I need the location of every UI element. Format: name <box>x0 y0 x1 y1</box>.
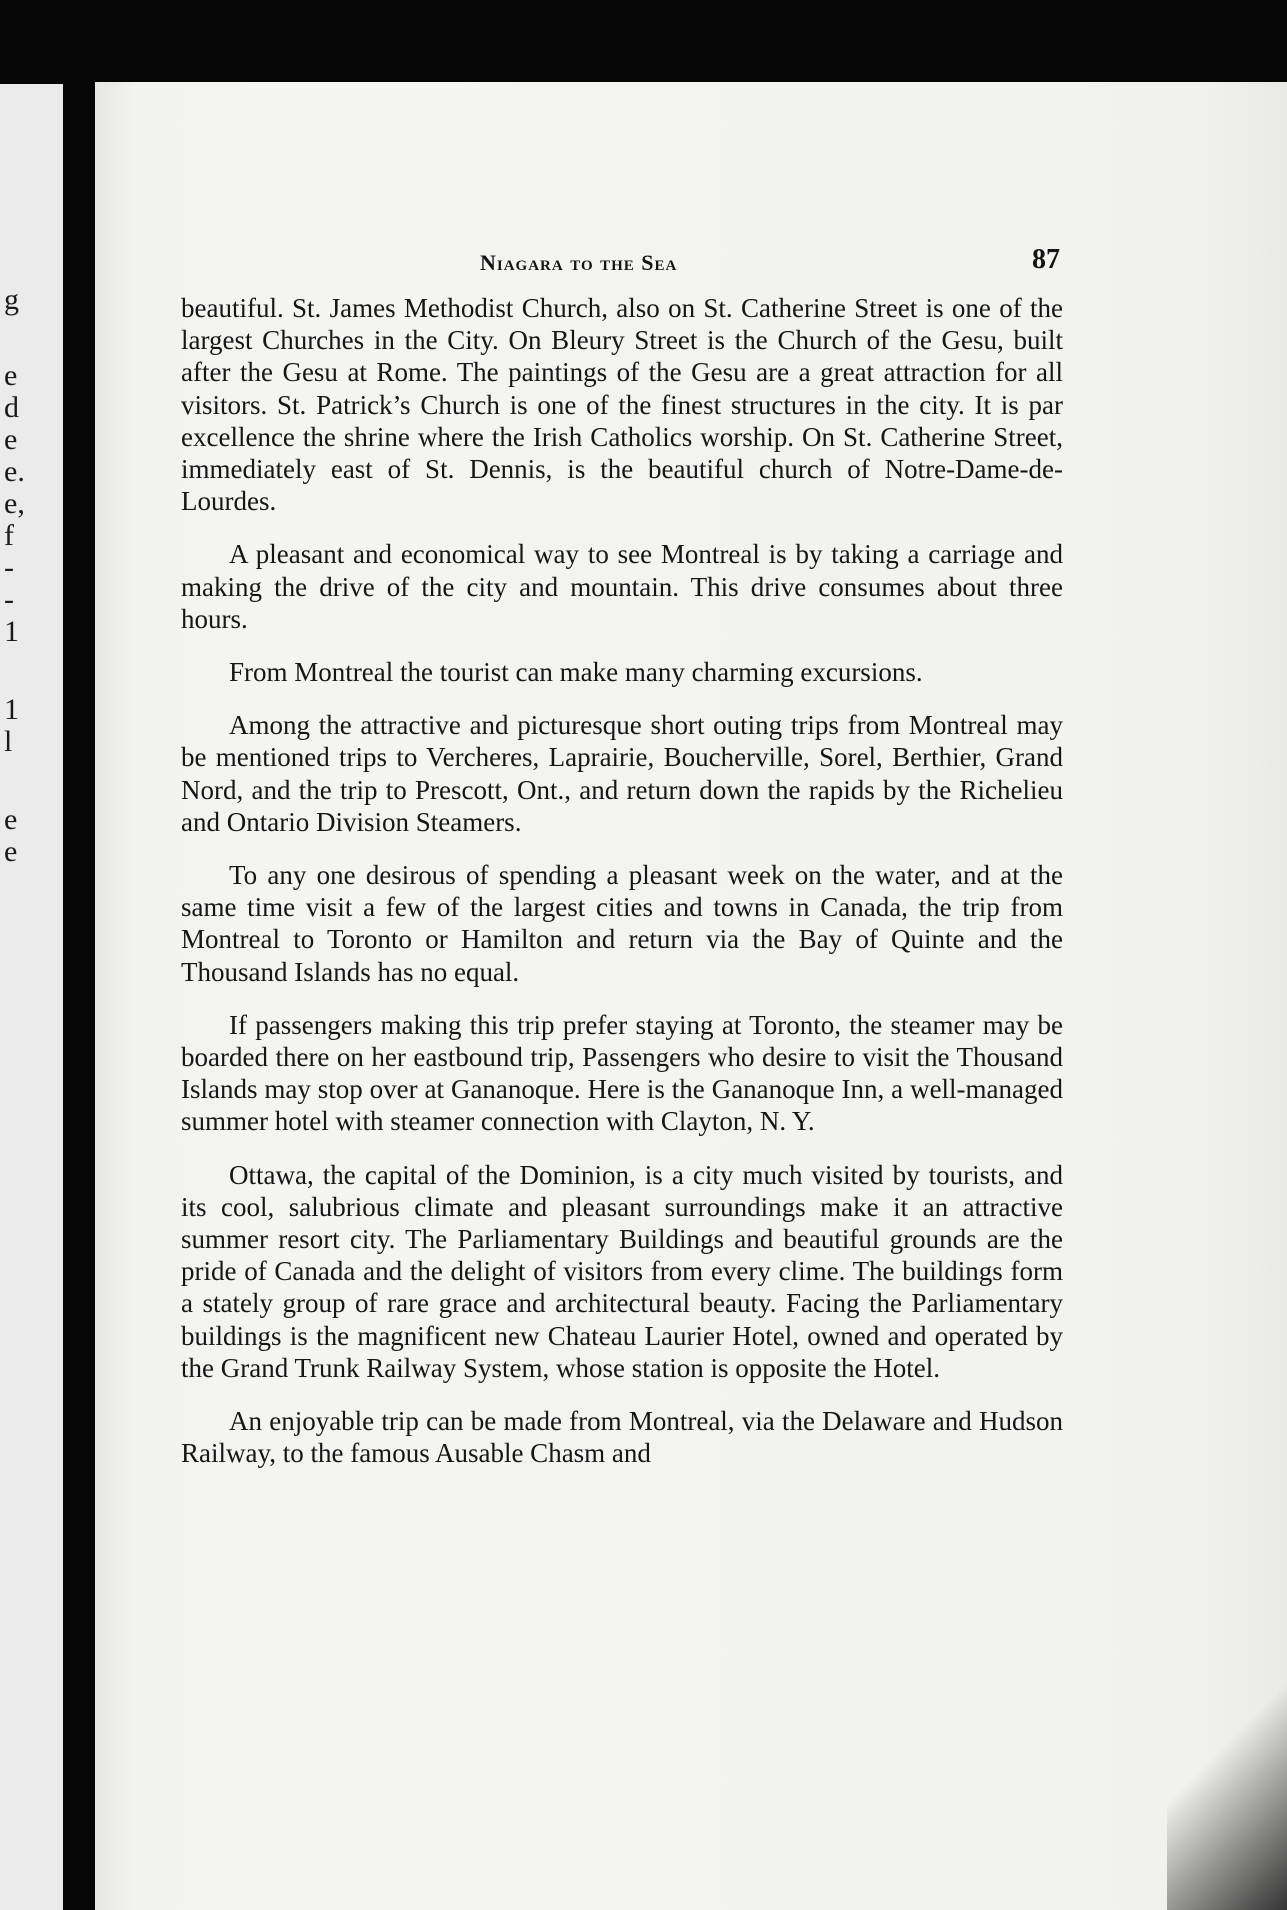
paragraph: Among the attractive and picturesque short outing trips from Montreal may be mentioned trips to Vercheres, Laprairie, Boucherville, Sorel, Berthier, Grand Nord, and the trip to Prescott, Ont., and return down the rapids by the Richelieu and Ontario Division Steamers. <box>181 710 1063 837</box>
paragraph: beautiful. St. James Methodist Church, also on St. Catherine Street is one of the largest Churches in the City. On Bleury Street is the Church of the Gesu, built after the Gesu at Rome. The paintings of the Gesu are a great attraction for all visitors. St. Patrick’s Church is one of the finest structures in the city. It is par excellence the shrine where the Irish Catholics worship. On St. Catherine Street, immediately east of St. Dennis, is the beautiful church of Notre-Dame-de-Lourdes. <box>181 293 1063 517</box>
body-text <box>181 292 1063 1470</box>
facing-page-fragment: e <box>4 423 18 456</box>
paragraph: Ottawa, the capital of the Dominion, is a city much visited by tourists, and its cool, salubrious climate and pleasant surroundings make it an attractive summer resort city. The Parliamentary Buildings and beautiful grounds are the pride of Canada and the delight of visitors from every clime. The buildings form a stately group of rare grace and architectural beauty. Facing the Parliamentary buildings is the magnificent new Chateau Laurier Hotel, owned and operated by the Grand Trunk Railway System, whose station is opposite the Hotel. <box>181 1159 1063 1383</box>
page-number: 87 <box>1032 244 1060 275</box>
facing-page-fragment: 1 <box>4 693 19 726</box>
facing-page-fragment: - <box>4 583 14 616</box>
paragraph: To any one desirous of spending a pleasant week on the water, and at the same time visit a few of the largest cities and towns in Canada, the trip from Montreal to Toronto or Hamilton and return via the Bay of Quinte and the Thousand Islands has no equal. <box>181 860 1063 987</box>
facing-page-fragment: d <box>4 391 19 424</box>
facing-page-fragment: f <box>4 519 14 552</box>
paragraph: From Montreal the tourist can make many charming excursions. <box>229 657 923 688</box>
paragraph: An enjoyable trip can be made from Montreal, via the Delaware and Hudson Railway, to the famous Ausable Chasm and <box>181 1406 1063 1469</box>
facing-page-fragment: e <box>4 359 18 392</box>
facing-page-fragment: g <box>4 283 19 316</box>
facing-page-fragment: l <box>4 725 13 758</box>
facing-page-fragment: e. <box>4 455 25 488</box>
facing-page-fragment: - <box>4 551 14 584</box>
paragraph: A pleasant and economical way to see Montreal is by taking a carriage and making the drive of the city and mountain. This drive consumes about three hours. <box>181 539 1063 634</box>
facing-page-fragment: e <box>4 835 18 868</box>
facing-page-edge <box>0 84 63 1910</box>
book-page <box>95 82 1287 1910</box>
page-edge-shadow <box>1167 1650 1287 1910</box>
facing-page-fragment: 1 <box>4 615 19 648</box>
facing-page-fragment: e <box>4 803 18 836</box>
facing-page-fragment: e, <box>4 487 25 520</box>
paragraph: If passengers making this trip prefer staying at Toronto, the steamer may be boarded there on her eastbound trip, Passengers who desire to visit the Thousand Islands may stop over at Gananoque. Here is the Gananoque Inn, a well-managed summer hotel with steamer connection with Clayton, N. Y. <box>181 1009 1063 1137</box>
running-title: Niagara to the Sea <box>480 250 678 275</box>
running-head <box>180 244 1060 284</box>
